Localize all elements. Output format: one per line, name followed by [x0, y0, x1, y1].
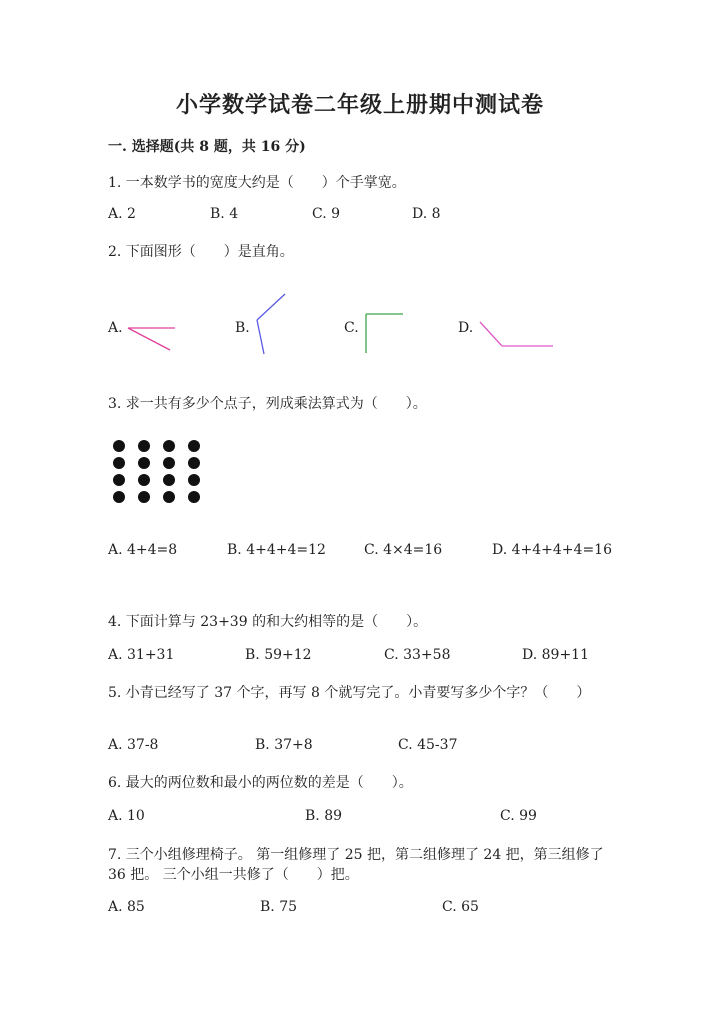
q2-option-d[interactable]: D. [458, 320, 474, 336]
angle-d-figure [480, 322, 553, 346]
angle-a-ray-2 [128, 328, 170, 350]
q6-option-c[interactable]: C. 99 [500, 808, 537, 824]
q4-option-d[interactable]: D. 89+11 [522, 647, 589, 663]
question-7-text-line-2: 36 把。 三个小组一共修了（ ）把。 [108, 867, 359, 883]
q3-option-c[interactable]: C. 4×4=16 [364, 542, 443, 558]
q2-option-a[interactable]: A. [108, 320, 123, 336]
q1-option-b[interactable]: B. 4 [210, 206, 239, 222]
grid-dot [138, 474, 150, 486]
grid-dot [113, 440, 125, 452]
grid-dot [113, 474, 125, 486]
grid-dot [113, 457, 125, 469]
angle-d-ray-1 [480, 322, 502, 346]
q1-option-a[interactable]: A. 2 [108, 206, 136, 222]
grid-dot [138, 457, 150, 469]
grid-dot [113, 491, 125, 503]
q2-option-c[interactable]: C. [344, 320, 359, 336]
angle-b-ray-2 [257, 320, 264, 354]
q1-option-d[interactable]: D. 8 [412, 206, 441, 222]
section-heading: 一. 选择题(共 8 题，共 16 分) [108, 139, 306, 155]
grid-dot [188, 474, 200, 486]
grid-dot [188, 440, 200, 452]
q4-option-c[interactable]: C. 33+58 [384, 647, 451, 663]
q5-option-a[interactable]: A. 37-8 [108, 737, 159, 753]
q5-option-c[interactable]: C. 45-37 [398, 737, 458, 753]
q7-option-c[interactable]: C. 65 [442, 899, 479, 915]
question-7-text-line-1: 7. 三个小组修理椅子。 第一组修理了 25 把，第二组修理了 24 把，第三组修了 [108, 847, 604, 863]
q3-option-b[interactable]: B. 4+4+4=12 [227, 542, 326, 558]
question-2-text: 2. 下面图形（ ）是直角。 [108, 244, 294, 260]
q4-option-a[interactable]: A. 31+31 [108, 647, 175, 663]
q1-option-c[interactable]: C. 9 [312, 206, 341, 222]
grid-dot [163, 457, 175, 469]
grid-dot [188, 457, 200, 469]
q2-option-b[interactable]: B. [235, 320, 250, 336]
angle-b-ray-1 [257, 294, 285, 320]
angle-c-figure [366, 314, 403, 353]
page-title: 小学数学试卷二年级上册期中测试卷 [175, 92, 544, 118]
q3-option-a[interactable]: A. 4+4=8 [108, 542, 178, 558]
q6-option-a[interactable]: A. 10 [108, 808, 145, 824]
question-6-text: 6. 最大的两位数和最小的两位数的差是（ ）。 [108, 775, 413, 791]
grid-dot [163, 491, 175, 503]
angle-b-figure [257, 294, 285, 354]
question-4-text: 4. 下面计算与 23+39 的和大约相等的是（ ）。 [108, 614, 428, 630]
q4-option-b[interactable]: B. 59+12 [245, 647, 312, 663]
grid-dot [163, 440, 175, 452]
q6-option-b[interactable]: B. 89 [305, 808, 343, 824]
dot-grid-figure [113, 440, 203, 502]
grid-dot [163, 474, 175, 486]
q7-option-b[interactable]: B. 75 [260, 899, 298, 915]
grid-dot [138, 440, 150, 452]
grid-dot [138, 491, 150, 503]
q5-option-b[interactable]: B. 37+8 [255, 737, 313, 753]
q3-option-d[interactable]: D. 4+4+4+4=16 [492, 542, 612, 558]
question-5-text: 5. 小青已经写了 37 个字，再写 8 个就写完了。小青要写多少个字？（ ） [108, 685, 591, 701]
question-1-text: 1. 一本数学书的宽度大约是（ ）个手掌宽。 [108, 175, 406, 191]
grid-dot [188, 491, 200, 503]
q7-option-a[interactable]: A. 85 [108, 899, 145, 915]
question-3-text: 3. 求一共有多少个点子，列成乘法算式为（ ）。 [108, 396, 427, 412]
angle-a-figure [128, 328, 175, 350]
